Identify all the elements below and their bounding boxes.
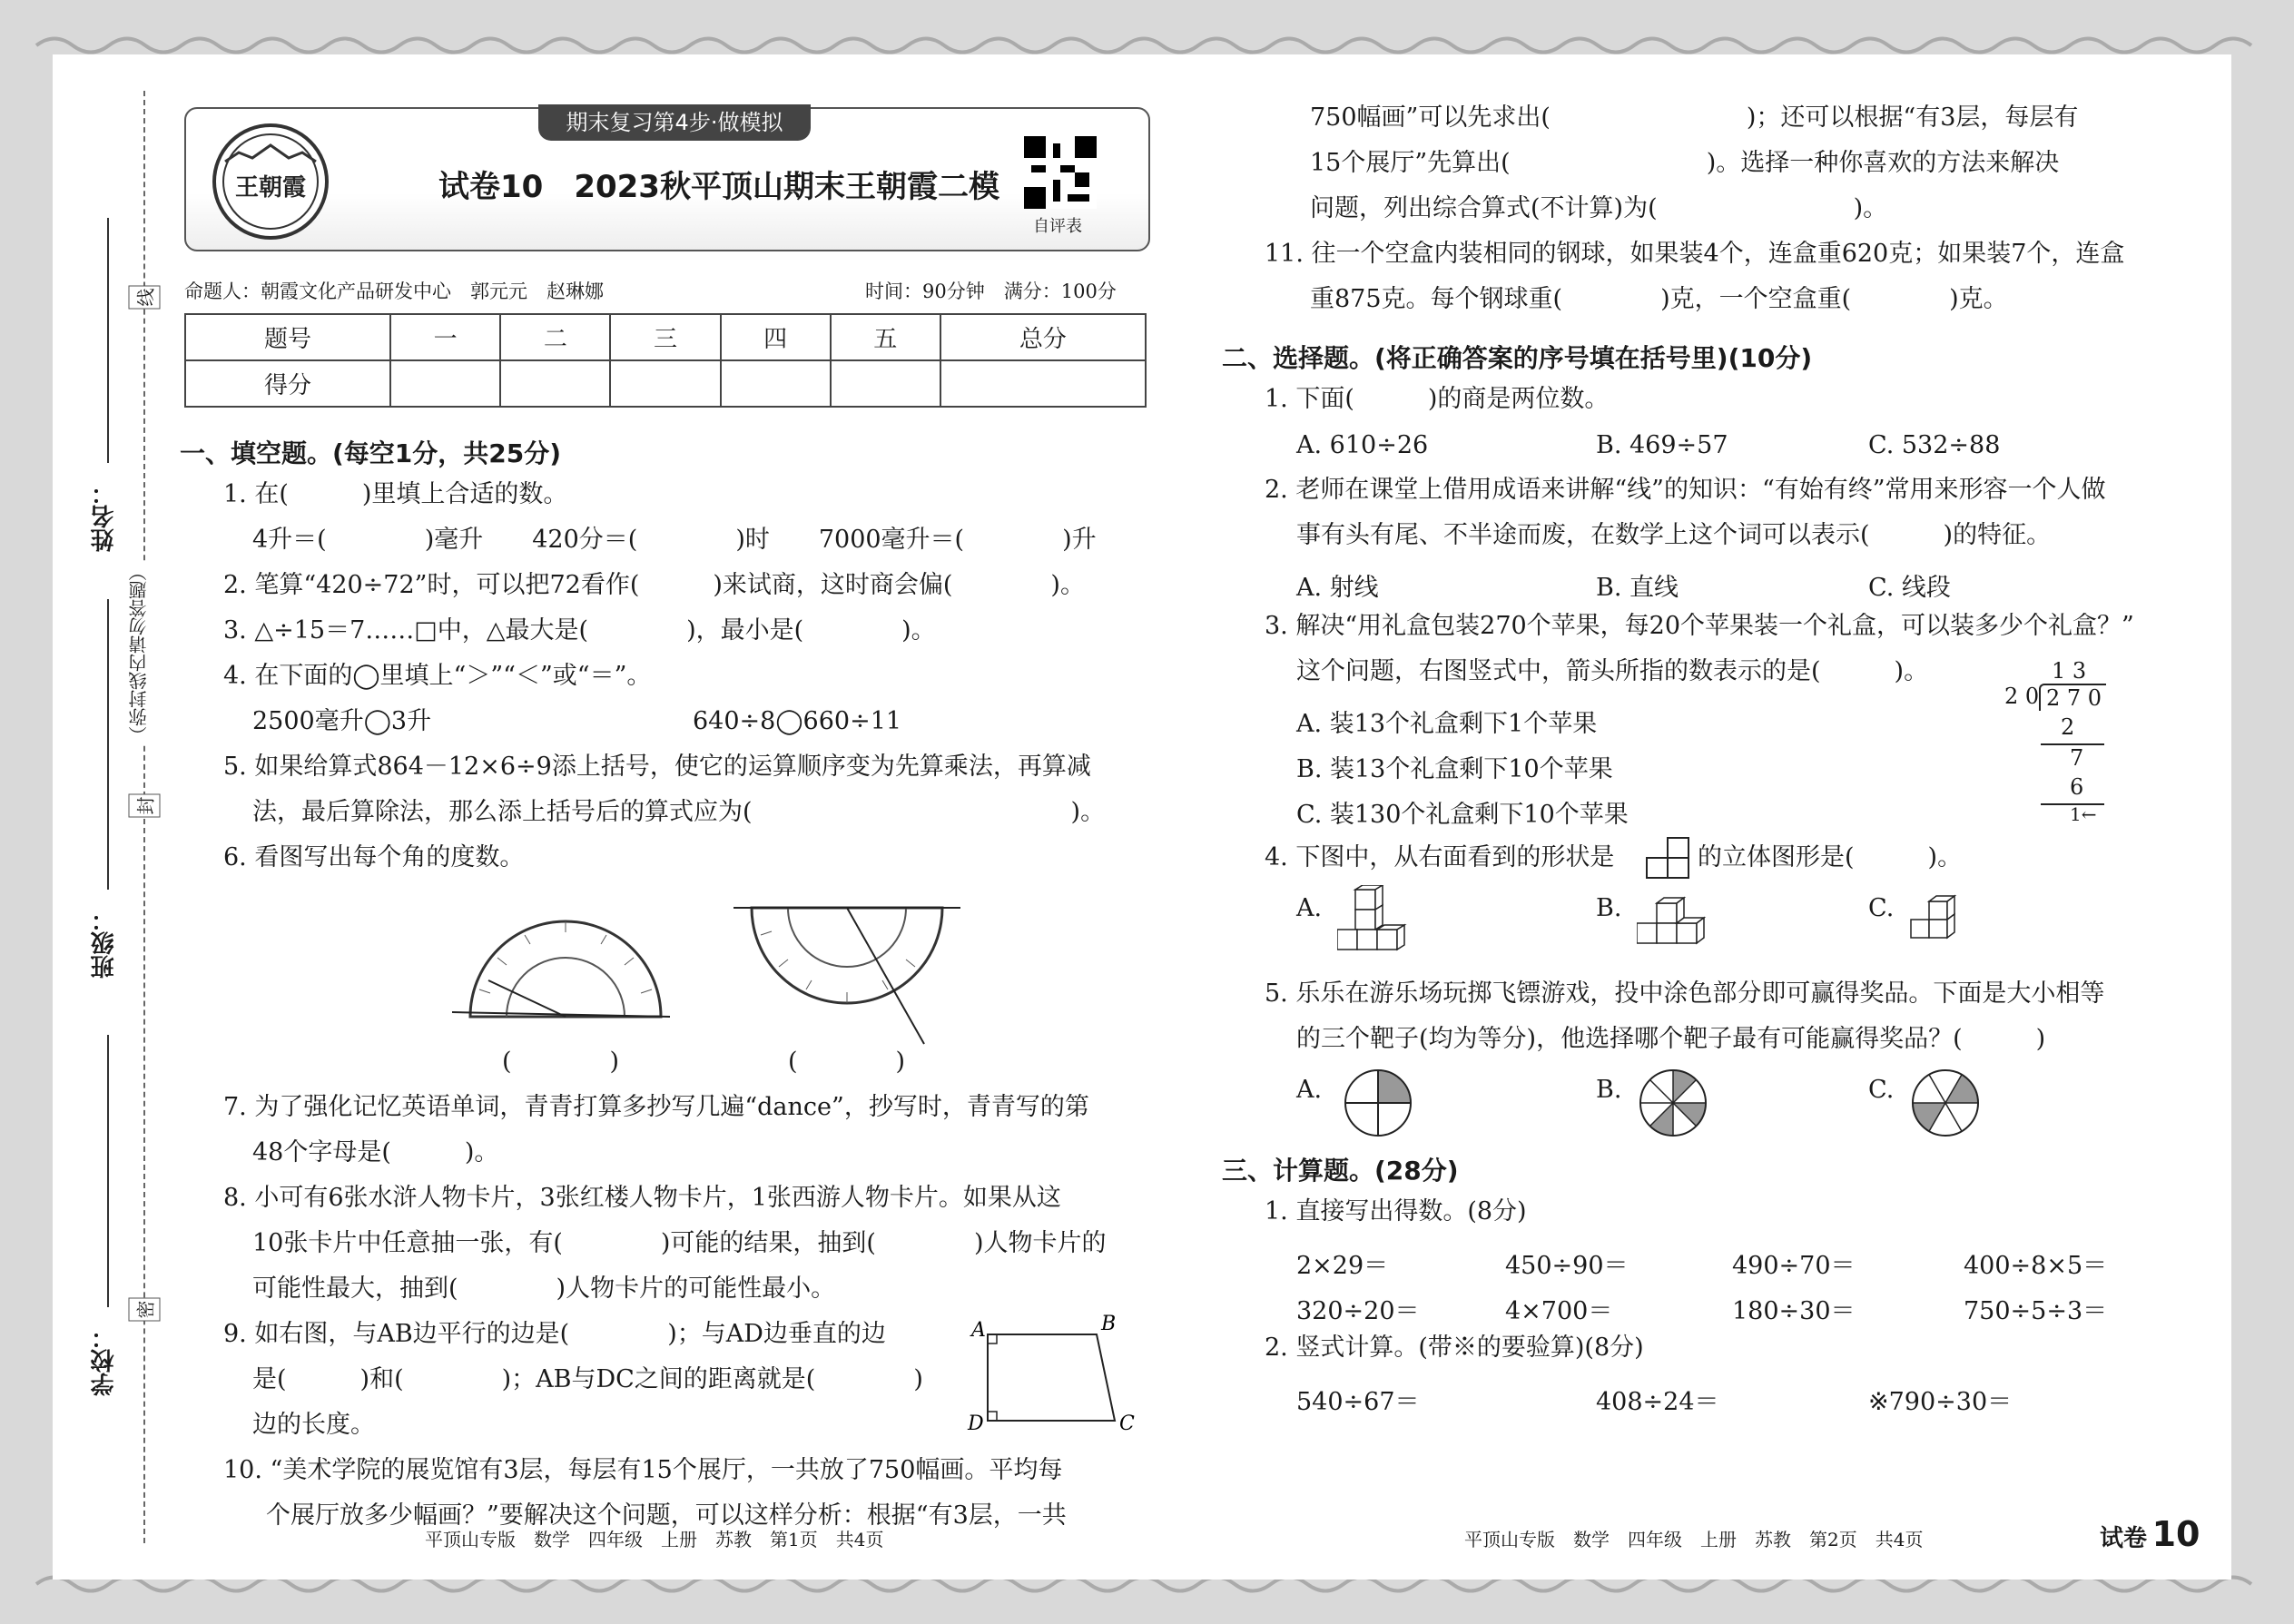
question-8-line3: 可能性最大，抽到( )人物卡片的可能性最小。 (252, 1275, 836, 1303)
calc-1-item: 4×700＝ (1505, 1297, 1613, 1325)
authors: 命题人：朝霞文化产品研发中心 郭元元 赵琳娜 (184, 281, 604, 302)
score-input-cell[interactable] (390, 360, 500, 407)
question-10-line2: 个展厅放多少幅画？”要解决这个问题，可以这样分析：根据“有3层，一共 (266, 1501, 1067, 1530)
question-3: 3. △÷15＝7……□中，△最大是( )，最小是( )。 (223, 616, 936, 645)
question-1-items: 4升＝( )毫升 420分＝( )时 7000毫升＝( )升 (252, 526, 1097, 554)
section-choice: 二、选择题。(将正确答案的序号填在括号里)(10分) (1222, 343, 1813, 373)
division-dividend: 2 7 0 (2046, 685, 2102, 711)
choice-4-line-end: 的立体图形是( )。 (1698, 843, 1963, 871)
score-input-cell[interactable] (500, 360, 610, 407)
question-7-line2: 48个字母是( )。 (252, 1138, 499, 1166)
score-cell: 五 (831, 314, 940, 360)
footer-right: 平顶山专版 数学 四年级 上册 苏教 第2页 共4页 (1464, 1529, 1924, 1550)
calc-2-item: 408÷24＝ (1596, 1388, 1719, 1416)
choice-3-option-a: A. 装13个礼盒剩下1个苹果 (1296, 710, 1598, 738)
choice-2-option-a: A. 射线 (1296, 574, 1379, 602)
question-11-line2: 重875克。每个钢球重( )克，一个空盒重( )克。 (1310, 285, 2008, 313)
score-input-cell[interactable] (831, 360, 940, 407)
score-cell: 总分 (940, 314, 1146, 360)
header-tag: 期末复习第4步·做模拟 (538, 104, 811, 141)
svg-text:D: D (968, 1412, 984, 1435)
time-score: 时间：90分钟 满分：100分 (865, 281, 1117, 302)
question-9-line2: 是( )和( )；AB与DC之间的距离就是( ) (252, 1365, 923, 1393)
score-cell: 三 (610, 314, 720, 360)
question-7-line1: 7. 为了强化记忆英语单词，青青打算多抄写几遍“dance”，抄写时，青青写的第 (223, 1093, 1089, 1121)
calc-1-item: 450÷90＝ (1505, 1252, 1629, 1280)
choice-1-option-b: B. 469÷57 (1596, 431, 1728, 459)
school-label: 学校： (91, 1325, 118, 1396)
question-10-line4: 15个展厅”先算出( )。选择一种你喜欢的方法来解决 (1310, 149, 2060, 177)
calc-1: 1. 直接写出得数。(8分) (1265, 1197, 1527, 1225)
division-row-2: 7 (2070, 745, 2084, 771)
question-4-a: 2500毫升◯3升 (252, 707, 432, 735)
svg-text:B: B (1101, 1313, 1117, 1335)
seal-char-feng: 封 (129, 794, 161, 818)
question-4: 4. 在下面的◯里填上“＞”“＜”或“＝”。 (223, 662, 652, 690)
question-11-line1: 11. 往一个空盒内装相同的钢球，如果装4个，连盒重620克；如果装7个，连盒 (1265, 240, 2125, 268)
score-table-header-row (185, 314, 1146, 360)
score-input-cell[interactable] (721, 360, 831, 407)
seal-note: （弥封线内请勿答题） (125, 563, 152, 744)
name-line (107, 218, 109, 463)
side-view-shape-icon (1646, 837, 1691, 879)
division-divisor: 2 0 (2004, 684, 2040, 709)
score-cell: 一 (390, 314, 500, 360)
calc-1-item: 2×29＝ (1296, 1252, 1389, 1280)
question-6: 6. 看图写出每个角的度数。 (223, 843, 525, 871)
qr-label: 自评表 (1033, 217, 1082, 236)
angle-1-answer: ( ) (502, 1048, 620, 1076)
calc-1-item: 750÷5÷3＝ (1964, 1297, 2108, 1325)
score-cell: 得分 (185, 360, 390, 407)
calc-2: 2. 竖式计算。(带※的要验算)(8分) (1265, 1334, 1644, 1362)
choice-3-line1: 3. 解决“用礼盒包装270个苹果，每20个苹果装一个礼盒，可以装多少个礼盒？” (1265, 612, 2134, 640)
choice-5-option-b: B. (1596, 1076, 1622, 1104)
score-cell: 二 (500, 314, 610, 360)
division-quotient: 1 3 (2052, 658, 2087, 684)
paper-number-label: 试卷 (2100, 1525, 2148, 1552)
question-5-line2: 法，最后算除法，那么添上括号后的算式应为( )。 (252, 798, 1106, 826)
calc-1-item: 400÷8×5＝ (1964, 1252, 2108, 1280)
choice-2-line2: 事有头有尾、不半途而废，在数学上这个词可以表示( )的特征。 (1296, 521, 2052, 549)
calc-1-item: 320÷20＝ (1296, 1297, 1420, 1325)
score-input-cell[interactable] (610, 360, 720, 407)
seal-char-xian: 线 (129, 286, 161, 310)
question-9-line3: 边的长度。 (252, 1411, 375, 1439)
calc-2-item: 540÷67＝ (1296, 1388, 1420, 1416)
class-label: 班级： (91, 908, 118, 979)
calc-2-item: ※790÷30＝ (1868, 1388, 2013, 1416)
question-10-line5: 问题，列出综合算式(不计算)为( )。 (1310, 194, 1888, 222)
calc-1-item: 180÷30＝ (1732, 1297, 1856, 1325)
score-cell: 四 (721, 314, 831, 360)
question-4-b: 640÷8◯660÷11 (693, 707, 902, 735)
choice-4-option-a: A. (1296, 894, 1323, 922)
choice-5-line1: 5. 乐乐在游乐场玩掷飞镖游戏，投中涂色部分即可赢得奖品。下面是大小相等 (1265, 979, 2105, 1008)
protractor-figure-2 (733, 890, 960, 1053)
choice-2-option-b: B. 直线 (1596, 574, 1679, 602)
score-cell: 题号 (185, 314, 390, 360)
qr-code-icon[interactable] (1024, 136, 1097, 209)
section-fill-blank: 一、填空题。(每空1分，共25分) (180, 438, 562, 468)
division-row-3: 6 (2070, 774, 2084, 800)
target-c (1909, 1067, 1982, 1139)
svg-text:C: C (1119, 1412, 1135, 1435)
school-line (107, 1035, 109, 1307)
score-table-score-row (185, 360, 1146, 407)
division-row-1: 2 (2061, 714, 2075, 740)
question-9-line1: 9. 如右图，与AB边平行的边是( )；与AD边垂直的边 (223, 1320, 886, 1348)
logo-seal (207, 118, 334, 245)
choice-5-option-a: A. (1296, 1076, 1323, 1104)
protractor-figure-1 (452, 890, 679, 1035)
choice-1-option-c: C. 532÷88 (1868, 431, 2001, 459)
paper-number-value: 10 (2151, 1514, 2200, 1554)
choice-3-option-c: C. 装130个礼盒剩下10个苹果 (1296, 801, 1629, 829)
choice-1-option-a: A. 610÷26 (1296, 431, 1429, 459)
choice-4-option-b: B. (1596, 894, 1622, 922)
choice-3-line2: 这个问题，右图竖式中，箭头所指的数表示的是( )。 (1296, 657, 1929, 685)
choice-2-option-c: C. 线段 (1868, 574, 1951, 602)
footer-left: 平顶山专版 数学 四年级 上册 苏教 第1页 共4页 (425, 1529, 884, 1550)
target-a (1342, 1067, 1414, 1139)
choice-2-line1: 2. 老师在课堂上借用成语来讲解“线”的知识：“有始有终”常用来形容一个人做 (1265, 476, 2106, 504)
angle-2-answer: ( ) (788, 1048, 906, 1076)
question-5-line1: 5. 如果给算式864－12×6÷9添上括号，使它的运算顺序变为先算乘法，再算减 (223, 753, 1091, 781)
question-10-line1: 10. “美术学院的展览馆有3层，每层有15个展厅，一共放了750幅画。平均每 (223, 1456, 1063, 1484)
cube-figure-a (1337, 885, 1419, 958)
name-label: 姓名： (91, 481, 118, 552)
choice-4-line-start: 4. 下图中，从右面看到的形状是 (1265, 843, 1615, 871)
question-10-line3: 750幅画”可以先求出( )；还可以根据“有3层，每层有 (1310, 103, 2079, 132)
choice-5-option-c: C. (1868, 1076, 1895, 1104)
division-remainder: 1← (2070, 803, 2097, 825)
svg-text:A: A (971, 1319, 986, 1342)
section-calculation: 三、计算题。(28分) (1222, 1156, 1459, 1186)
paper-title: 试卷10 2023秋平顶山期末王朝霞二模 (438, 169, 999, 205)
svg-text:王朝霞: 王朝霞 (234, 174, 307, 202)
question-1: 1. 在( )里填上合适的数。 (223, 480, 568, 508)
long-division (2004, 658, 2113, 831)
calc-1-item: 490÷70＝ (1732, 1252, 1856, 1280)
choice-5-line2: 的三个靶子(均为等分)，他选择哪个靶子最有可能赢得奖品？( ) (1296, 1025, 2046, 1053)
trapezoid-figure (960, 1280, 1142, 1443)
seal-char-mi: 密 (129, 1298, 161, 1322)
choice-1: 1. 下面( )的商是两位数。 (1265, 385, 1610, 413)
choice-3-option-b: B. 装13个礼盒剩下10个苹果 (1296, 755, 1613, 783)
score-input-cell[interactable] (940, 360, 1146, 407)
question-2: 2. 笔算“420÷72”时，可以把72看作( )来试商，这时商会偏( )。 (223, 571, 1085, 599)
cube-figure-c (1909, 894, 1982, 949)
choice-4-option-c: C. (1868, 894, 1895, 922)
paper-number (2100, 1514, 2200, 1554)
cube-figure-b (1637, 894, 1718, 953)
target-b (1637, 1067, 1709, 1139)
question-8-line1: 8. 小可有6张水浒人物卡片，3张红楼人物卡片，1张西游人物卡片。如果从这 (223, 1184, 1061, 1212)
class-line (107, 599, 109, 890)
question-8-line2: 10张卡片中任意抽一张，有( )可能的结果，抽到( )人物卡片的 (252, 1229, 1107, 1257)
exam-paper (53, 54, 2231, 1580)
score-table (184, 313, 1147, 408)
